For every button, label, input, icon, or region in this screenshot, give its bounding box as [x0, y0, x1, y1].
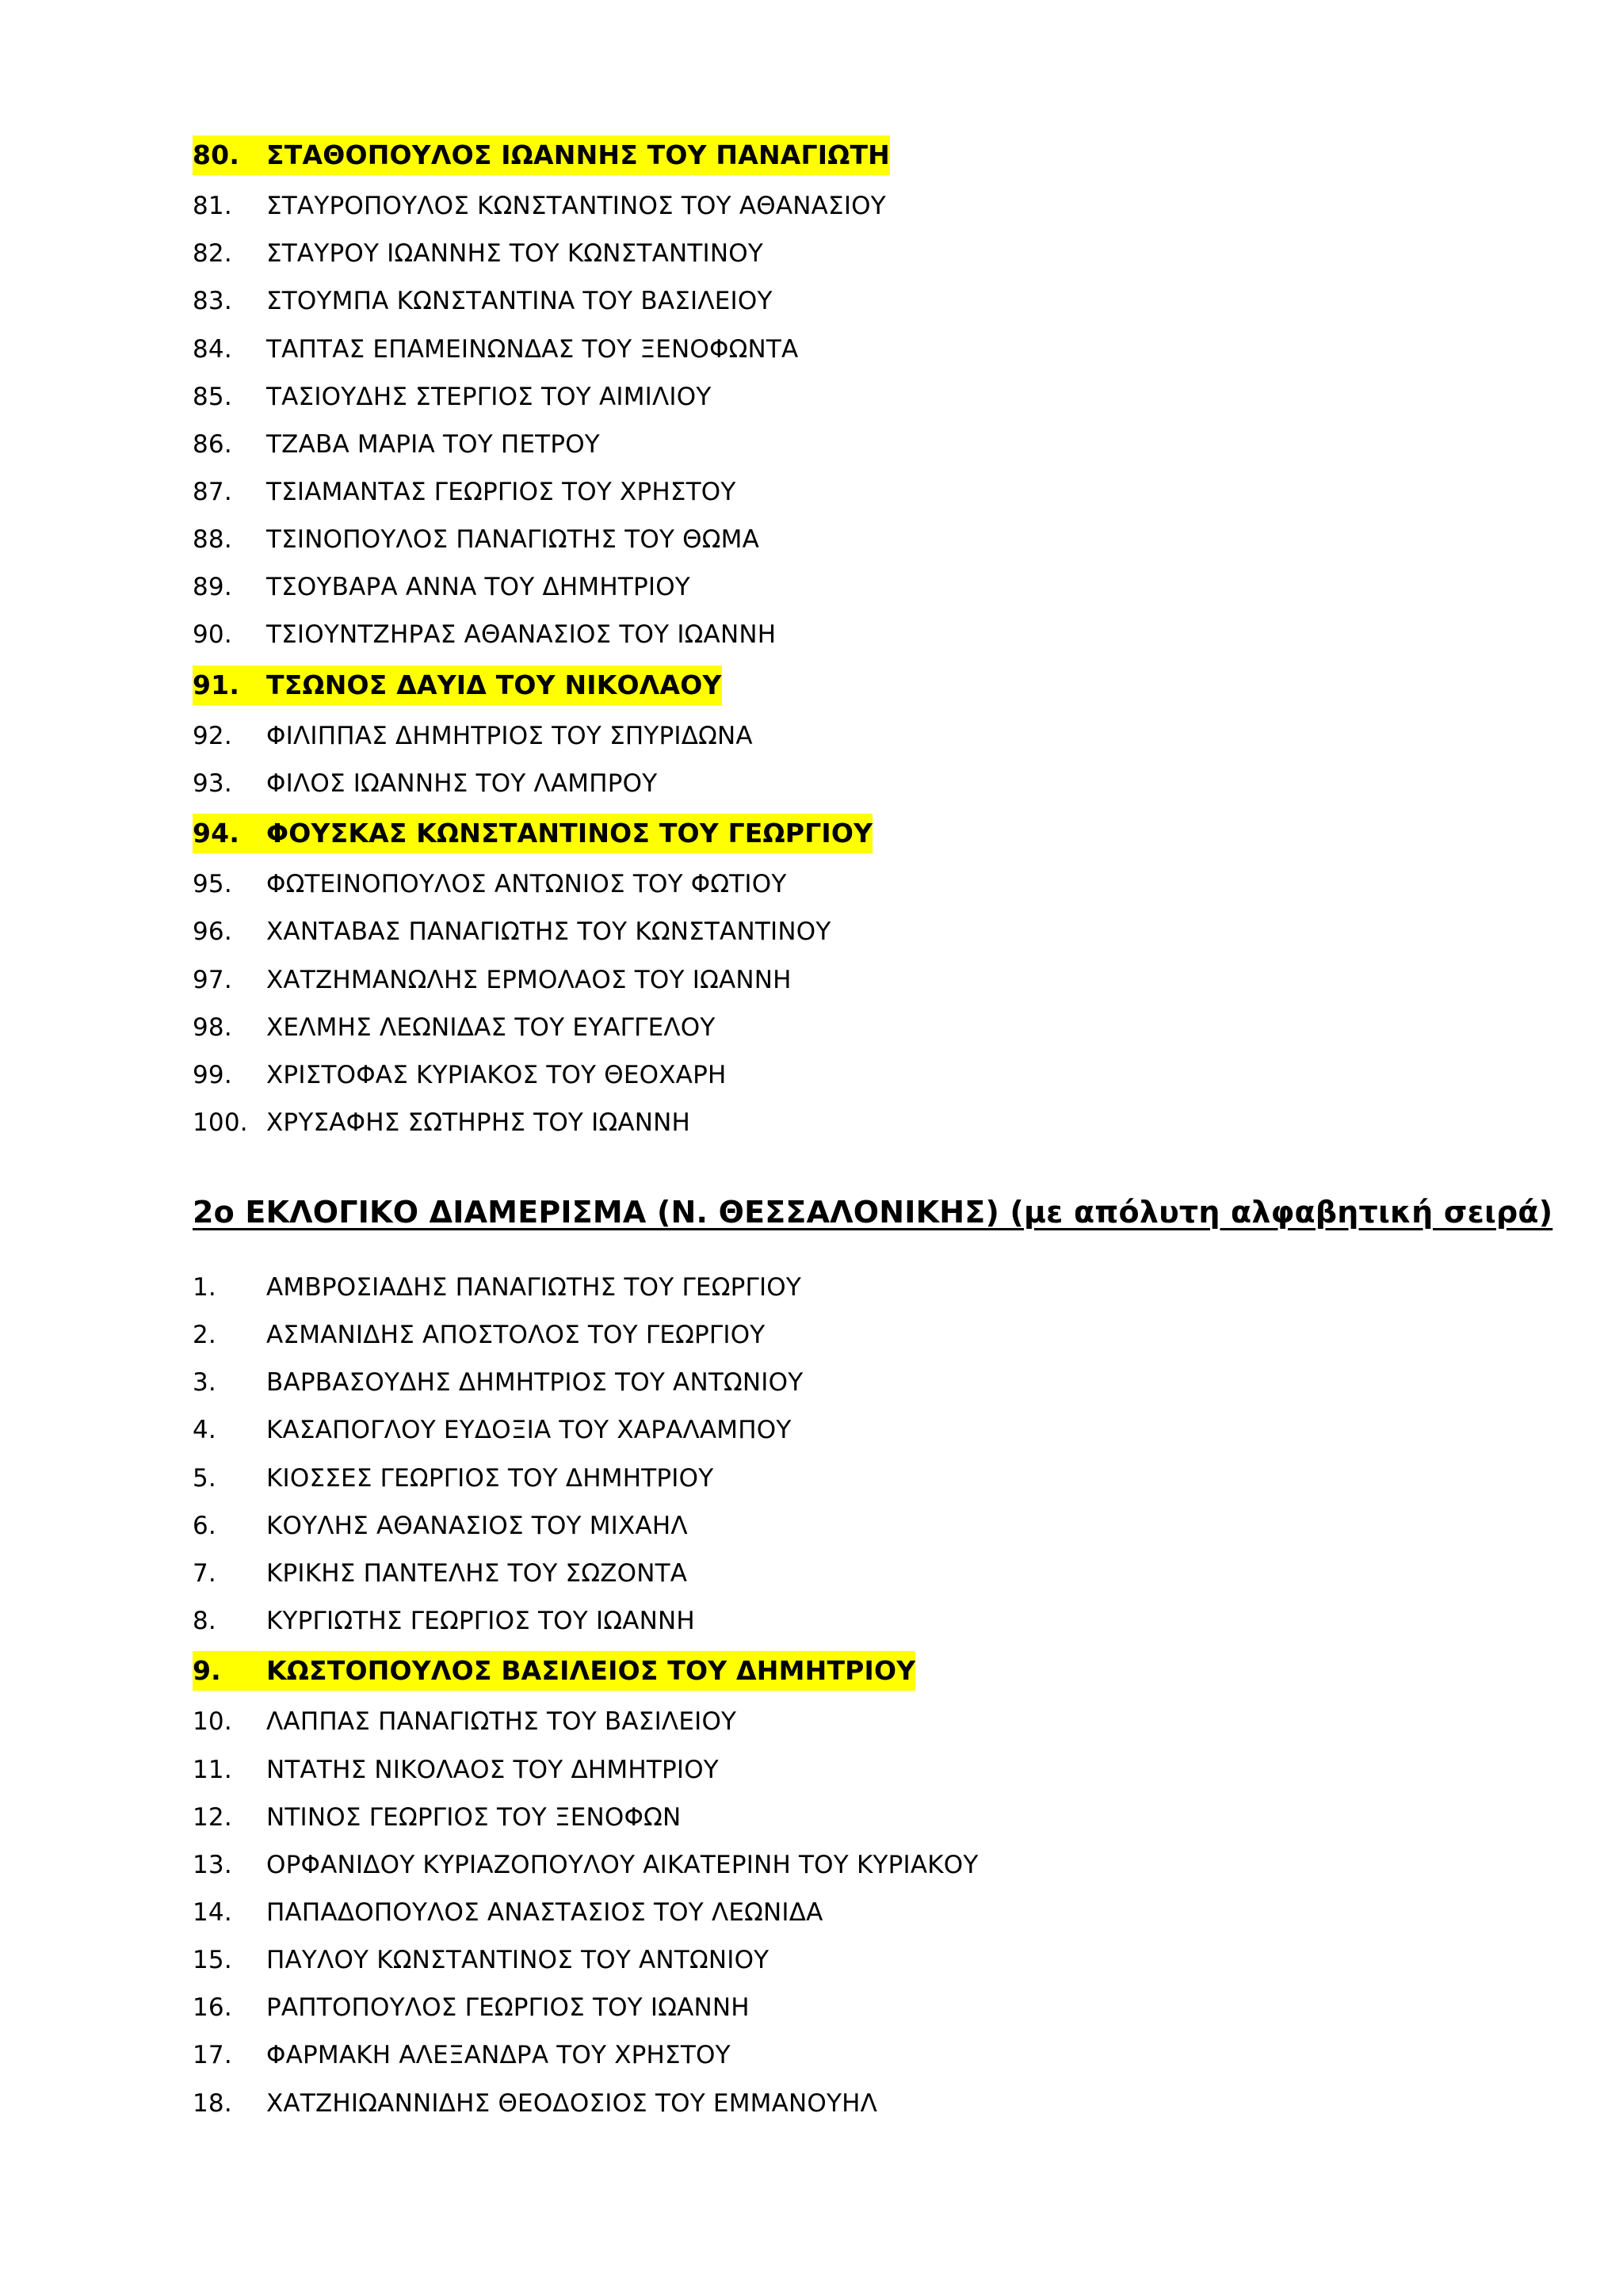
item-name: ΟΡΦΑΝΙΔΟΥ ΚΥΡΙΑΖΟΠΟΥΛΟΥ ΑΙΚΑΤΕΡΙΝΗ ΤΟΥ ΚΥΡΙΑΚΟΥ [266, 1851, 979, 1879]
list-item [193, 1845, 979, 1885]
item-name: ΤΖΑΒΑ ΜΑΡΙΑ ΤΟΥ ΠΕΤΡΟΥ [266, 430, 600, 459]
list-item [193, 520, 759, 559]
highlighted-list-item [193, 135, 893, 175]
list-item [193, 615, 776, 654]
list-item [193, 912, 831, 952]
item-name: ΡΑΠΤΟΠΟΥΛΟΣ ΓΕΩΡΓΙΟΣ ΤΟΥ ΙΩΑΝΝΗ [266, 1993, 750, 2022]
item-number: 6. [193, 1512, 216, 1540]
item-name: ΒΑΡΒΑΣΟΥΔΗΣ ΔΗΜΗΤΡΙΟΣ ΤΟΥ ΑΝΤΩΝΙΟΥ [266, 1368, 804, 1397]
list-item [193, 330, 798, 369]
highlighted-list-item [193, 1651, 918, 1691]
item-name: ΚΟΥΛΗΣ ΑΘΑΝΑΣΙΟΣ ΤΟΥ ΜΙΧΑΗΛ [266, 1512, 688, 1540]
item-name: ΛΑΠΠΑΣ ΠΑΝΑΓΙΩΤΗΣ ΤΟΥ ΒΑΣΙΛΕΙΟΥ [266, 1707, 737, 1736]
list-item [193, 1315, 765, 1355]
item-name: ΑΜΒΡΟΣΙΑΔΗΣ ΠΑΝΑΓΙΩΤΗΣ ΤΟΥ ΓΕΩΡΓΙΟΥ [266, 1273, 802, 1302]
item-number: 92. [193, 722, 232, 750]
item-name: ΣΤΑΥΡΟΠΟΥΛΟΣ ΚΩΝΣΤΑΝΤΙΝΟΣ ΤΟΥ ΑΘΑΝΑΣΙΟΥ [266, 192, 886, 220]
item-name: ΧΕΛΜΗΣ ΛΕΩΝΙΔΑΣ ΤΟΥ ΕΥΑΓΓΕΛΟΥ [266, 1013, 716, 1042]
list-item [193, 472, 736, 512]
list-item [193, 1103, 690, 1142]
item-number: 80. [193, 135, 266, 175]
item-number: 17. [193, 2041, 232, 2069]
item-name: ΤΣΙΑΜΑΝΤΑΣ ΓΕΩΡΓΙΟΣ ΤΟΥ ΧΡΗΣΤΟΥ [266, 478, 736, 506]
item-number: 2. [193, 1321, 216, 1349]
item-name: ΧΑΤΖΗΙΩΑΝΝΙΔΗΣ ΘΕΟΔΟΣΙΟΣ ΤΟΥ ΕΜΜΑΝΟΥΗΛ [266, 2089, 878, 2118]
list-item [193, 1893, 823, 1932]
item-name: ΣΤΟΥΜΠΑ ΚΩΝΣΤΑΝΤΙΝΑ ΤΟΥ ΒΑΣΙΛΕΙΟΥ [266, 287, 773, 315]
item-number: 18. [193, 2089, 232, 2118]
item-number: 86. [193, 430, 232, 459]
item-number: 16. [193, 1993, 232, 2022]
list-item [193, 1554, 687, 1593]
item-number: 11. [193, 1756, 232, 1784]
item-name: ΚΙΟΣΣΕΣ ΓΕΩΡΓΙΟΣ ΤΟΥ ΔΗΜΗΤΡΙΟΥ [266, 1464, 714, 1493]
item-number: 89. [193, 573, 232, 601]
list-item [193, 567, 690, 607]
item-name: ΚΥΡΓΙΩΤΗΣ ΓΕΩΡΓΙΟΣ ΤΟΥ ΙΩΑΝΝΗ [266, 1607, 695, 1635]
item-name: ΚΩΣΤΟΠΟΥΛΟΣ ΒΑΣΙΛΕΙΟΣ ΤΟΥ ΔΗΜΗΤΡΙΟΥ [266, 1651, 915, 1691]
item-number: 82. [193, 239, 232, 268]
item-number: 88. [193, 525, 232, 554]
item-number: 94. [193, 814, 266, 853]
item-name: ΝΤΑΤΗΣ ΝΙΚΟΛΑΟΣ ΤΟΥ ΔΗΜΗΤΡΙΟΥ [266, 1756, 719, 1784]
list-item [193, 1798, 681, 1837]
item-name: ΚΑΣΑΠΟΓΛΟΥ ΕΥΔΟΞΙΑ ΤΟΥ ΧΑΡΑΛΑΜΠΟΥ [266, 1416, 792, 1444]
item-number: 84. [193, 335, 232, 364]
item-number: 10. [193, 1707, 232, 1736]
item-number: 5. [193, 1464, 216, 1493]
item-name: ΣΤΑΥΡΟΥ ΙΩΑΝΝΗΣ ΤΟΥ ΚΩΝΣΤΑΝΤΙΝΟΥ [266, 239, 763, 268]
list-item [193, 1750, 719, 1790]
item-name: ΦΑΡΜΑΚΗ ΑΛΕΞΑΝΔΡΑ ΤΟΥ ΧΡΗΣΤΟΥ [266, 2041, 731, 2069]
item-number: 15. [193, 1946, 232, 1974]
item-name: ΤΑΣΙΟΥΔΗΣ ΣΤΕΡΓΙΟΣ ΤΟΥ ΑΙΜΙΛΙΟΥ [266, 383, 712, 411]
item-name: ΦΙΛΟΣ ΙΩΑΝΝΗΣ ΤΟΥ ΛΑΜΠΡΟΥ [266, 769, 658, 798]
item-name: ΤΣΙΝΟΠΟΥΛΟΣ ΠΑΝΑΓΙΩΤΗΣ ΤΟΥ ΘΩΜΑ [266, 525, 760, 554]
item-name: ΤΣΙΟΥΝΤΖΗΡΑΣ ΑΘΑΝΑΣΙΟΣ ΤΟΥ ΙΩΑΝΝΗ [266, 620, 777, 649]
list-item [193, 234, 763, 273]
item-name: ΤΣΩΝΟΣ ΔΑΥΙΔ ΤΟΥ ΝΙΚΟΛΑΟΥ [266, 666, 722, 705]
item-number: 3. [193, 1368, 216, 1397]
item-name: ΝΤΙΝΟΣ ΓΕΩΡΓΙΟΣ ΤΟΥ ΞΕΝΟΦΩΝ [266, 1803, 682, 1832]
list-item [193, 716, 753, 756]
item-number: 8. [193, 1607, 216, 1635]
item-number: 13. [193, 1851, 232, 1879]
list-item [193, 1601, 695, 1641]
item-name: ΧΑΝΤΑΒΑΣ ΠΑΝΑΓΙΩΤΗΣ ΤΟΥ ΚΩΝΣΤΑΝΤΙΝΟΥ [266, 917, 831, 946]
list-item [193, 281, 773, 321]
list-item [193, 1008, 716, 1047]
list-item [193, 1506, 688, 1546]
item-number: 14. [193, 1898, 232, 1927]
item-name: ΧΡΙΣΤΟΦΑΣ ΚΥΡΙΑΚΟΣ ΤΟΥ ΘΕΟΧΑΡΗ [266, 1061, 727, 1089]
item-number: 9. [193, 1651, 266, 1691]
item-number: 4. [193, 1416, 216, 1444]
item-name: ΧΑΤΖΗΜΑΝΩΛΗΣ ΕΡΜΟΛΑΟΣ ΤΟΥ ΙΩΑΝΝΗ [266, 966, 792, 994]
list-item [193, 1459, 713, 1498]
item-number: 7. [193, 1559, 216, 1588]
list-item [193, 2084, 877, 2123]
item-number: 90. [193, 620, 232, 649]
list-item [193, 2035, 731, 2075]
list-item [193, 1702, 736, 1741]
item-name: ΦΟΥΣΚΑΣ ΚΩΝΣΤΑΝΤΙΝΟΣ ΤΟΥ ΓΕΩΡΓΙΟΥ [266, 814, 873, 853]
list-item [193, 425, 600, 464]
item-number: 87. [193, 478, 232, 506]
highlighted-list-item [193, 666, 725, 705]
list-item [193, 1940, 769, 1980]
item-number: 96. [193, 917, 232, 946]
item-number: 1. [193, 1273, 216, 1302]
item-name: ΤΑΠΤΑΣ ΕΠΑΜΕΙΝΩΝΔΑΣ ΤΟΥ ΞΕΝΟΦΩΝΤΑ [266, 335, 799, 364]
highlighted-list-item [193, 814, 876, 853]
item-number: 91. [193, 666, 266, 705]
list-item [193, 1410, 792, 1450]
list-item [193, 186, 886, 226]
section-heading: 2ο ΕΚΛΟΓΙΚΟ ΔΙΑΜΕΡΙΣΜΑ (Ν. ΘΕΣΣΑΛΟΝΙΚΗΣ) (με απόλυτη αλφαβητική σειρά) [193, 1195, 1553, 1230]
list-item [193, 377, 711, 417]
item-number: 85. [193, 383, 232, 411]
item-name: ΦΙΛΙΠΠΑΣ ΔΗΜΗΤΡΙΟΣ ΤΟΥ ΣΠΥΡΙΔΩΝΑ [266, 722, 753, 750]
item-number: 100. [193, 1108, 248, 1137]
item-name: ΦΩΤΕΙΝΟΠΟΥΛΟΣ ΑΝΤΩΝΙΟΣ ΤΟΥ ΦΩΤΙΟΥ [266, 870, 787, 898]
item-number: 93. [193, 769, 232, 798]
list-item [193, 1988, 750, 2027]
list-item [193, 1268, 801, 1307]
item-number: 97. [193, 966, 232, 994]
item-name: ΤΣΟΥΒΑΡΑ ΑΝΝΑ ΤΟΥ ΔΗΜΗΤΡΙΟΥ [266, 573, 690, 601]
item-name: ΧΡΥΣΑΦΗΣ ΣΩΤΗΡΗΣ ΤΟΥ ΙΩΑΝΝΗ [266, 1108, 691, 1137]
list-item [193, 764, 657, 803]
item-name: ΚΡΙΚΗΣ ΠΑΝΤΕΛΗΣ ΤΟΥ ΣΩΖΟΝΤΑ [266, 1559, 688, 1588]
item-number: 98. [193, 1013, 232, 1042]
item-number: 95. [193, 870, 232, 898]
item-number: 99. [193, 1061, 232, 1089]
item-number: 81. [193, 192, 232, 220]
item-number: 12. [193, 1803, 232, 1832]
item-name: ΠΑΥΛΟΥ ΚΩΝΣΤΑΝΤΙΝΟΣ ΤΟΥ ΑΝΤΩΝΙΟΥ [266, 1946, 769, 1974]
item-name: ΣΤΑΘΟΠΟΥΛΟΣ ΙΩΑΝΝΗΣ ΤΟΥ ΠΑΝΑΓΙΩΤΗ [266, 135, 890, 175]
list-item [193, 1055, 726, 1095]
item-name: ΑΣΜΑΝΙΔΗΣ ΑΠΟΣΤΟΛΟΣ ΤΟΥ ΓΕΩΡΓΙΟΥ [266, 1321, 766, 1349]
list-item [193, 960, 792, 1000]
list-item [193, 1363, 803, 1402]
item-number: 83. [193, 287, 232, 315]
item-name: ΠΑΠΑΔΟΠΟΥΛΟΣ ΑΝΑΣΤΑΣΙΟΣ ΤΟΥ ΛΕΩΝΙΔΑ [266, 1898, 823, 1927]
list-item [193, 864, 786, 904]
